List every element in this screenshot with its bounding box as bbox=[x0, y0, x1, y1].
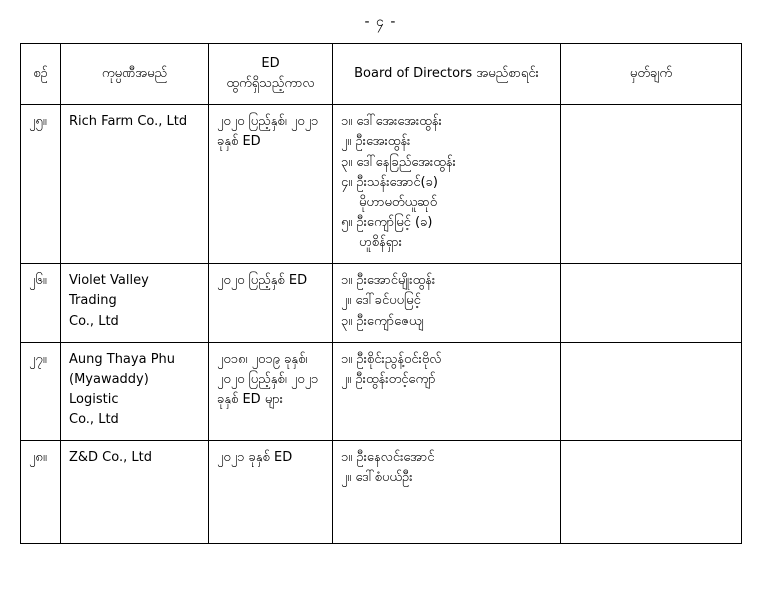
cell-serial-number: ၂၅။ bbox=[21, 105, 61, 264]
table-row bbox=[21, 342, 742, 441]
board-member-alias: မိုဟာမတ်ယူဆုဝ် bbox=[359, 194, 438, 210]
cell-company-name bbox=[61, 441, 209, 543]
board-member: ၁။ ဦးနေလင်းအောင် bbox=[341, 450, 435, 466]
cell-board-of-directors bbox=[333, 264, 561, 342]
cell-ed-period bbox=[209, 264, 333, 342]
page-number: - ၄ - bbox=[364, 14, 397, 30]
board-member: ၂။ ဦးထွန်းတင့်ကျော် bbox=[341, 371, 436, 387]
table-row bbox=[21, 105, 742, 264]
table-row bbox=[21, 441, 742, 543]
ed-line: ၂၀၂၀ ပြည့်နှစ် ED bbox=[217, 273, 308, 289]
ed-line: ခုနှစ် ED bbox=[217, 134, 261, 150]
cell-serial-number: ၂၈။ bbox=[21, 441, 61, 543]
header-board-of-directors: Board of Directors အမည်စာရင်း bbox=[333, 44, 561, 105]
cell-ed-period bbox=[209, 105, 333, 264]
table-header-row bbox=[21, 44, 742, 105]
ed-line: ၂၀၂၁ ခုနှစ် ED bbox=[217, 450, 293, 466]
header-ed-line1: ED bbox=[261, 56, 280, 71]
header-company-name: ကုမ္ပဏီအမည် bbox=[61, 44, 209, 105]
cell-board-of-directors bbox=[333, 105, 561, 264]
company-name-line: Rich Farm Co., Ltd bbox=[69, 114, 188, 130]
cell-ed-period bbox=[209, 441, 333, 543]
cell-remark bbox=[561, 441, 742, 543]
board-member: ၁။ ဦးအောင်မျိုးထွန်း bbox=[341, 273, 436, 289]
company-name-line: Co., Ltd bbox=[69, 412, 119, 428]
table-container bbox=[0, 43, 761, 544]
ed-line: ၂၀၂၀ ပြည့်နှစ်၊ ၂၀၂၁ bbox=[217, 114, 319, 130]
header-remark: မှတ်ချက် bbox=[561, 44, 742, 105]
header-ed-line2: ထွက်ရှိသည့်ကာလ bbox=[226, 76, 315, 92]
board-member: ၃။ ဦးကျော်ဇေယျ bbox=[341, 313, 424, 329]
ed-line: ၂၀၁၈၊ ၂၀၁၉ ခုနှစ်၊ bbox=[217, 351, 308, 367]
board-member: ၂။ ဒေါ်စံပယ်ဦး bbox=[341, 470, 413, 486]
table-header bbox=[21, 44, 742, 105]
cell-board-of-directors bbox=[333, 342, 561, 441]
ed-line: ခုနှစ် ED များ bbox=[217, 391, 283, 407]
header-ed-period bbox=[209, 44, 333, 105]
cell-remark bbox=[561, 264, 742, 342]
board-member: ၃။ ဒေါ်နေခြည်အေးထွန်း bbox=[341, 154, 456, 170]
company-name-line: Violet Valley Trading bbox=[69, 273, 149, 309]
cell-company-name bbox=[61, 105, 209, 264]
company-name-line: Co., Ltd bbox=[69, 313, 119, 329]
board-member-alias: ဟူစိန်ရှား bbox=[359, 235, 402, 251]
cell-company-name bbox=[61, 264, 209, 342]
cell-board-of-directors bbox=[333, 441, 561, 543]
board-member: ၁။ ဒေါ်အေးအေးထွန်း bbox=[341, 114, 442, 130]
header-serial-number: စဉ် bbox=[21, 44, 61, 105]
board-member: ၄။ ဦးသန်းအောင်(ခ) bbox=[341, 174, 438, 190]
cell-serial-number: ၂၇။ bbox=[21, 342, 61, 441]
company-ed-table bbox=[20, 43, 742, 544]
board-member: ၁။ ဦးစိုင်းညွန့်ဝင်းဗိုလ် bbox=[341, 351, 442, 367]
table-row bbox=[21, 264, 742, 342]
cell-ed-period bbox=[209, 342, 333, 441]
cell-serial-number: ၂၆။ bbox=[21, 264, 61, 342]
cell-spacer bbox=[341, 489, 552, 533]
company-name-line: (Myawaddy) Logistic bbox=[69, 371, 149, 407]
board-member: ၂။ ဒေါ်ခင်ပပမြင့် bbox=[341, 293, 421, 309]
ed-line: ၂၀၂၀ ပြည့်နှစ်၊ ၂၀၂၁ bbox=[217, 371, 319, 387]
table-body bbox=[21, 105, 742, 543]
cell-company-name bbox=[61, 342, 209, 441]
cell-remark bbox=[561, 105, 742, 264]
company-name-line: Z&D Co., Ltd bbox=[69, 450, 152, 466]
board-member: ၅။ ဦးကျော်မြင့် (ခ) bbox=[341, 214, 433, 230]
board-member: ၂။ ဦးအေးထွန်း bbox=[341, 134, 411, 150]
company-name-line: Aung Thaya Phu bbox=[69, 351, 176, 367]
cell-remark bbox=[561, 342, 742, 441]
